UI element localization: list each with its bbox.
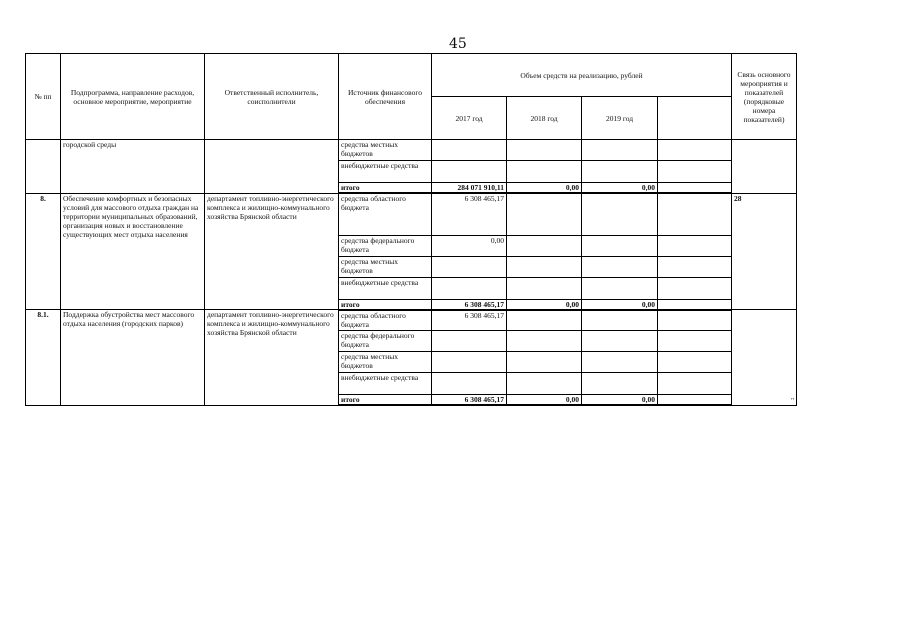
block1-source: средства федерального бюджета	[339, 235, 432, 256]
header-row-1	[26, 54, 797, 97]
total-2019: 0,00	[582, 395, 658, 406]
header-link: Связь основного мероприятия и показателей (порядковые номера показателей)	[732, 54, 797, 140]
block0-executor	[205, 140, 339, 194]
page-number: 45	[449, 36, 467, 52]
block1-link: 28	[732, 193, 797, 310]
block2-source: средства местных бюджетов	[339, 352, 432, 373]
total-2019: 0,00	[582, 299, 658, 310]
cell-2017	[432, 140, 507, 161]
total-2019: 0,00	[582, 183, 658, 194]
cell-2019	[582, 235, 658, 256]
block2-no: 8.1.	[26, 310, 61, 406]
block1-program: Обеспечение комфортных и безопасных условий для массового отдыха граждан на территории муниципальных образований, организация новых и восстановление существующих мест отдыха населения	[61, 193, 205, 310]
header-year-2019: 2019 год	[582, 97, 658, 140]
cell-2018	[507, 193, 582, 235]
table-row	[26, 310, 797, 331]
block1-source: внебюджетные средства	[339, 277, 432, 299]
block1-executor: департамент топливно-энергетического комплекса и жилищно-коммунального хозяйства Брянской области	[205, 193, 339, 310]
cell-empty	[658, 373, 732, 395]
cell-empty	[658, 193, 732, 235]
table-row	[26, 140, 797, 161]
cell-2019	[582, 161, 658, 183]
block2-executor: департамент топливно-энергетического комплекса и жилищно-коммунального хозяйства Брянской области	[205, 310, 339, 406]
cell-empty	[658, 256, 732, 277]
cell-empty	[658, 277, 732, 299]
cell-2018	[507, 373, 582, 395]
header-volume: Объем средств на реализацию, рублей	[432, 54, 732, 97]
cell-empty	[658, 183, 732, 194]
cell-empty	[658, 331, 732, 352]
cell-2019	[582, 256, 658, 277]
block1-no: 8.	[26, 193, 61, 310]
budget-table	[25, 53, 797, 406]
block0-no	[26, 140, 61, 194]
cell-empty	[658, 235, 732, 256]
cell-2017	[432, 161, 507, 183]
cell-2019	[582, 193, 658, 235]
cell-2019	[582, 140, 658, 161]
table-row	[26, 193, 797, 235]
cell-2017: 0,00	[432, 235, 507, 256]
cell-2018	[507, 310, 582, 331]
block1-source: средства местных бюджетов	[339, 256, 432, 277]
cell-2017	[432, 352, 507, 373]
block1-source: средства областного бюджета	[339, 193, 432, 235]
cell-2018	[507, 256, 582, 277]
block2-source: средства областного бюджета	[339, 310, 432, 331]
cell-empty	[658, 310, 732, 331]
block2-source: средства федерального бюджета	[339, 331, 432, 352]
cell-2019	[582, 310, 658, 331]
cell-empty	[658, 395, 732, 406]
total-2017: 284 071 910,11	[432, 183, 507, 194]
total-2018: 0,00	[507, 183, 582, 194]
cell-2018	[507, 161, 582, 183]
cell-empty	[658, 352, 732, 373]
cell-2018	[507, 331, 582, 352]
header-no: № пп	[26, 54, 61, 140]
cell-2018	[507, 140, 582, 161]
cell-2018	[507, 277, 582, 299]
cell-2017: 6 308 465,17	[432, 310, 507, 331]
block0-link	[732, 140, 797, 194]
cell-2017	[432, 256, 507, 277]
cell-2017: 6 308 465,17	[432, 193, 507, 235]
header-year-2017: 2017 год	[432, 97, 507, 140]
cell-2019	[582, 352, 658, 373]
header-executor: Ответственный исполнитель, соисполнители	[205, 54, 339, 140]
header-program: Подпрограмма, направление расходов, основное мероприятие, мероприятие	[61, 54, 205, 140]
total-2017: 6 308 465,17	[432, 395, 507, 406]
cell-2019	[582, 331, 658, 352]
cell-2017	[432, 277, 507, 299]
block2-source: внебюджетные средства	[339, 373, 432, 395]
cell-2018	[507, 352, 582, 373]
block0-program: городской среды	[61, 140, 205, 194]
cell-2017	[432, 331, 507, 352]
block1-total-label: итого	[339, 299, 432, 310]
block0-total-label: итого	[339, 183, 432, 194]
cell-2017	[432, 373, 507, 395]
header-source: Источник финансового обеспечения	[339, 54, 432, 140]
block0-source: внебюджетные средства	[339, 161, 432, 183]
block2-program: Поддержка обустройства мест массового отдыха населения (городских парков)	[61, 310, 205, 406]
header-year-empty	[658, 97, 732, 140]
block0-source: средства местных бюджетов	[339, 140, 432, 161]
cell-2018	[507, 235, 582, 256]
cell-2019	[582, 373, 658, 395]
cell-empty	[658, 140, 732, 161]
total-2017: 6 308 465,17	[432, 299, 507, 310]
total-2018: 0,00	[507, 395, 582, 406]
cell-2019	[582, 277, 658, 299]
cell-empty	[658, 299, 732, 310]
total-2018: 0,00	[507, 299, 582, 310]
header-year-2018: 2018 год	[507, 97, 582, 140]
block2-total-label: итого	[339, 395, 432, 406]
block2-link: "	[732, 310, 797, 406]
cell-empty	[658, 161, 732, 183]
